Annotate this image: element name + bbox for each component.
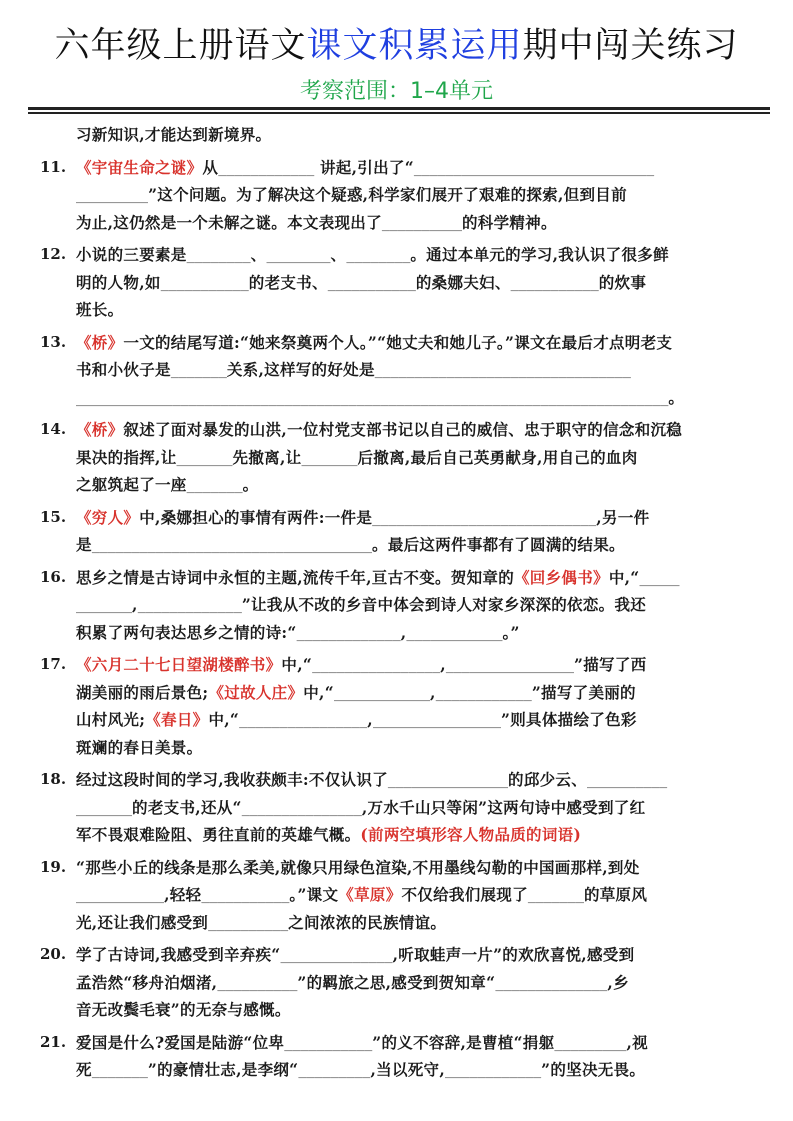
fill-in-blank[interactable]: _______ xyxy=(76,599,133,614)
fill-in-blank[interactable]: _______ xyxy=(76,801,133,817)
fill-in-blank[interactable]: ________ xyxy=(266,249,331,264)
fill-in-blank[interactable]: _______ xyxy=(186,479,243,494)
fill-in-blank[interactable]: ________ xyxy=(346,249,411,264)
fill-in-blank[interactable]: ________________________________ xyxy=(374,364,631,379)
question-text: 为止,这仍然是一个未解之谜。本文表现出了 xyxy=(76,212,382,232)
question-number: 13. xyxy=(40,332,67,351)
question-number: 14. xyxy=(40,420,67,438)
question-text: 。” xyxy=(502,622,520,642)
fill-in-blank[interactable]: _______________ xyxy=(241,801,362,817)
question-number: 11. xyxy=(40,157,67,176)
highlighted-text: (前两空填形容人物品质的词语) xyxy=(360,825,582,844)
highlighted-text: 《宇宙生命之谜》 xyxy=(76,157,203,177)
fill-in-blank[interactable]: ___________ xyxy=(160,276,249,292)
question-text: 。 xyxy=(668,387,685,407)
fill-in-blank[interactable]: ____________ xyxy=(218,161,315,177)
question-text: 音无改鬓毛衰”的无奈与感慨。 xyxy=(76,1000,291,1019)
question-text: ,万水千山只等闲”这两句诗中感受到了红 xyxy=(361,797,646,817)
question-line xyxy=(76,1029,793,1057)
question-list xyxy=(0,121,793,1089)
fill-in-blank[interactable]: ________ xyxy=(186,249,251,264)
question-text: , xyxy=(400,622,407,642)
question-text: 思乡之情是古诗词中永恒的主题,流传千年,亘古不变。贺知章的 xyxy=(76,567,514,587)
question-text: ”描写了美丽的 xyxy=(531,682,636,702)
question-continued xyxy=(0,121,793,149)
question-text: , xyxy=(430,682,436,702)
fill-in-blank[interactable]: ______________ xyxy=(280,949,393,964)
fill-in-blank[interactable]: __________ xyxy=(587,774,668,789)
question-line xyxy=(76,121,793,149)
highlighted-text: 《六月二十七日望湖楼醉书》 xyxy=(76,655,282,674)
fill-in-blank[interactable]: __________ xyxy=(208,916,289,932)
question-text: “那些小丘的线条是那么柔美,就像只用绿色渲染,不用墨线勾勒的中国画那样,到处 xyxy=(76,857,640,877)
fill-in-blank[interactable]: ___________ xyxy=(201,889,290,904)
question-text: 的炊事 xyxy=(598,272,647,292)
fill-in-blank[interactable]: __________________________________________________________________________ xyxy=(76,391,669,407)
question-line xyxy=(76,651,793,679)
question-text: 斑斓的春日美景。 xyxy=(76,737,203,757)
question-text: 一文的结尾写道:“她来祭奠两个人。”“她丈夫和她儿子。”课文在最后才点明老支 xyxy=(123,332,673,352)
question-number: 19. xyxy=(40,857,67,876)
question-line xyxy=(76,591,793,619)
question-text: 中,桑娜担心的事情有两件:一件是 xyxy=(139,507,373,527)
question-text: ”让我从不改的乡音中体会到诗人对家乡深深的依恋。我还 xyxy=(241,595,647,614)
fill-in-blank[interactable]: ________________ xyxy=(312,659,441,674)
question-line xyxy=(76,854,793,882)
question-number: 21. xyxy=(40,1032,67,1051)
question-text: 光,还让我们感受到 xyxy=(76,912,209,932)
question-line xyxy=(76,329,793,357)
fill-in-blank[interactable]: _____ xyxy=(639,571,680,587)
question-text: ,视 xyxy=(626,1032,648,1052)
fill-in-blank[interactable]: ______________________________ xyxy=(413,161,655,177)
question-text: ,轻轻 xyxy=(164,885,202,904)
question-text: ”的羁旅之思,感受到贺知章“ xyxy=(297,972,496,992)
highlighted-text: 《过故人庄》 xyxy=(208,682,304,702)
question-text: 的老支书、 xyxy=(248,272,328,292)
question-text: 关系,这样写的好处是 xyxy=(226,360,375,379)
question-line xyxy=(76,181,793,209)
question-line xyxy=(76,909,793,937)
fill-in-blank[interactable]: _____________ xyxy=(137,599,242,614)
fill-in-blank[interactable]: _______ xyxy=(91,1064,148,1079)
question-text: 中,“ xyxy=(281,655,313,674)
question-line xyxy=(76,766,793,794)
fill-in-blank[interactable]: _______ xyxy=(170,364,227,379)
header-divider-thick xyxy=(28,107,770,110)
question-line xyxy=(76,821,793,849)
fill-in-blank[interactable]: ___________ xyxy=(284,1036,373,1052)
question-line xyxy=(76,504,793,532)
question-number: 20. xyxy=(40,945,67,963)
question-text: ,听取蛙声一片”的欢欣喜悦,感受到 xyxy=(392,945,635,964)
question-text: , xyxy=(367,710,373,729)
fill-in-blank[interactable]: ________________ xyxy=(239,714,368,729)
title-part-2-highlight: 课文积累运用 xyxy=(306,26,523,66)
question-text: ,另一件 xyxy=(596,507,650,527)
question-text: 讲起,引出了“ xyxy=(314,157,414,177)
question-text: 先撤离,让 xyxy=(232,447,302,467)
question-text: 习新知识,才能达到新境界。 xyxy=(76,125,272,144)
title-part-3: 期中闯关练习 xyxy=(522,26,739,66)
fill-in-blank[interactable]: ________________ xyxy=(372,714,502,729)
question-number: 12. xyxy=(40,245,67,263)
fill-in-blank[interactable]: _______ xyxy=(176,451,233,467)
question-text: 军不畏艰难险阻、勇往直前的英雄气概。 xyxy=(76,825,361,844)
question-number: 15. xyxy=(40,507,67,526)
question-line xyxy=(76,356,793,384)
fill-in-blank[interactable]: _________ xyxy=(76,189,149,204)
question-text: 山村风光; xyxy=(76,710,146,729)
fill-in-blank[interactable]: _____________ xyxy=(296,626,401,642)
fill-in-blank[interactable]: _______________ xyxy=(387,774,509,789)
question-13 xyxy=(0,329,793,412)
question-text: ,乡 xyxy=(607,972,629,992)
question-text: 明的人物,如 xyxy=(76,272,161,292)
fill-in-blank[interactable]: ____________ xyxy=(435,686,532,702)
fill-in-blank[interactable]: ____________ xyxy=(406,626,503,642)
question-12 xyxy=(0,241,793,324)
question-16 xyxy=(0,564,793,647)
highlighted-text: 《穷人》 xyxy=(76,507,140,527)
question-text: 是 xyxy=(76,535,92,554)
question-text: 的科学精神。 xyxy=(461,212,557,232)
fill-in-blank[interactable]: ____________________________ xyxy=(372,511,597,527)
highlighted-text: 《春日》 xyxy=(145,710,209,729)
question-line xyxy=(76,154,793,182)
highlighted-text: 《草原》 xyxy=(338,885,402,904)
question-line xyxy=(76,209,793,237)
question-text: 、 xyxy=(330,245,347,264)
fill-in-blank[interactable]: ___________________________________ xyxy=(91,539,373,554)
question-line xyxy=(76,619,793,647)
question-line xyxy=(76,384,793,412)
question-text: 湖美丽的雨后景色; xyxy=(76,682,209,702)
question-text: 经过这段时间的学习,我收获颇丰:不仅认识了 xyxy=(76,770,388,789)
question-text: 的桑娜夫妇、 xyxy=(415,272,511,292)
question-17 xyxy=(0,651,793,761)
question-line xyxy=(76,241,793,269)
header-divider-thin xyxy=(28,112,770,114)
question-line xyxy=(76,941,793,969)
question-text: 果决的指挥,让 xyxy=(76,447,177,467)
question-number: 16. xyxy=(40,567,67,586)
question-line xyxy=(76,269,793,297)
question-line xyxy=(76,531,793,559)
question-line xyxy=(76,734,793,762)
question-text: 书和小伙子是 xyxy=(76,360,171,379)
question-line xyxy=(76,996,793,1024)
fill-in-blank[interactable]: ___________ xyxy=(327,276,416,292)
fill-in-blank[interactable]: _______ xyxy=(301,451,358,467)
question-text: 之躯筑起了一座 xyxy=(76,475,187,494)
question-line xyxy=(76,471,793,499)
page-subtitle: 考察范围：1–4单元 xyxy=(300,79,493,104)
question-line xyxy=(76,564,793,592)
question-11 xyxy=(0,154,793,237)
fill-in-blank[interactable]: ____________ xyxy=(445,1064,542,1079)
question-text: 死 xyxy=(76,1060,92,1079)
question-text: 爱国是什么?爱国是陆游“位卑 xyxy=(76,1032,285,1052)
title-part-1: 六年级上册语文 xyxy=(54,26,307,66)
question-text: 学了古诗词,我感受到辛弃疾“ xyxy=(76,945,281,964)
question-15 xyxy=(0,504,793,559)
fill-in-blank[interactable]: __________ xyxy=(217,976,298,992)
question-line xyxy=(76,969,793,997)
question-text: 。”课文 xyxy=(289,885,339,904)
question-line xyxy=(76,679,793,707)
question-number: 18. xyxy=(40,770,67,788)
question-text: 、 xyxy=(250,245,267,264)
highlighted-text: 《桥》 xyxy=(76,420,124,439)
question-text: ,当以死守, xyxy=(370,1060,446,1079)
question-text: ”这个问题。为了解决这个疑惑,科学家们展开了艰难的探索,但到目前 xyxy=(148,185,627,204)
question-text: 后撤离,最后自己英勇献身,用自己的血肉 xyxy=(357,447,638,467)
question-line xyxy=(76,706,793,734)
question-text: 。最后这两件事都有了圆满的结果。 xyxy=(372,535,625,554)
question-21 xyxy=(0,1029,793,1084)
question-text: 中,“ xyxy=(608,567,640,587)
question-text: 的草原风 xyxy=(583,885,648,904)
question-text: 叙述了面对暴发的山洪,一位村党支部书记以自己的威信、忠于职守的信念和沉稳 xyxy=(123,420,683,439)
fill-in-blank[interactable]: ________________ xyxy=(445,659,575,674)
fill-in-blank[interactable]: ___________ xyxy=(76,889,165,904)
question-line xyxy=(76,881,793,909)
question-text: 。 xyxy=(242,475,259,494)
question-18 xyxy=(0,766,793,849)
question-line xyxy=(76,296,793,324)
fill-in-blank[interactable]: _________ xyxy=(554,1036,627,1052)
question-text: 的邱少云、 xyxy=(508,770,588,789)
question-line xyxy=(76,1056,793,1084)
question-text: 孟浩然“移舟泊烟渚, xyxy=(76,972,218,992)
question-text: , xyxy=(440,655,446,674)
question-text: ”的义不容辞,是曹植“捐躯 xyxy=(372,1032,555,1052)
question-text: 中,“ xyxy=(303,682,334,702)
question-text: ”则具体描绘了色彩 xyxy=(501,710,637,729)
question-text: 的老支书,还从“ xyxy=(132,797,242,817)
question-text: ”描写了西 xyxy=(574,655,647,674)
page-title xyxy=(0,18,793,68)
fill-in-blank[interactable]: ___________ xyxy=(510,276,599,292)
question-line xyxy=(76,794,793,822)
question-19 xyxy=(0,854,793,937)
fill-in-blank[interactable]: ______________ xyxy=(495,976,608,992)
question-text: ”的豪情壮志,是李纲“ xyxy=(147,1060,299,1079)
question-text: ”的坚决无畏。 xyxy=(541,1060,646,1079)
question-line xyxy=(76,444,793,472)
question-text: 之间浓浓的民族情谊。 xyxy=(288,912,447,932)
question-text: 从 xyxy=(202,157,219,177)
question-number: 17. xyxy=(40,655,67,673)
question-20 xyxy=(0,941,793,1024)
fill-in-blank[interactable]: __________ xyxy=(381,216,462,232)
question-text: 班长。 xyxy=(76,300,124,319)
question-text: 中,“ xyxy=(208,710,240,729)
highlighted-text: 《回乡偶书》 xyxy=(514,567,609,587)
question-text: , xyxy=(132,595,138,614)
question-text: 积累了两句表达思乡之情的诗:“ xyxy=(76,622,297,642)
fill-in-blank[interactable]: ____________ xyxy=(333,686,431,702)
question-text: 。通过本单元的学习,我认识了很多鲜 xyxy=(410,245,669,264)
question-14 xyxy=(0,416,793,499)
question-text: 不仅给我们展现了 xyxy=(401,885,528,904)
question-text: 小说的三要素是 xyxy=(76,245,187,264)
fill-in-blank[interactable]: _______ xyxy=(527,889,584,904)
highlighted-text: 《桥》 xyxy=(76,332,124,352)
fill-in-blank[interactable]: _________ xyxy=(298,1064,371,1079)
question-line xyxy=(76,416,793,444)
